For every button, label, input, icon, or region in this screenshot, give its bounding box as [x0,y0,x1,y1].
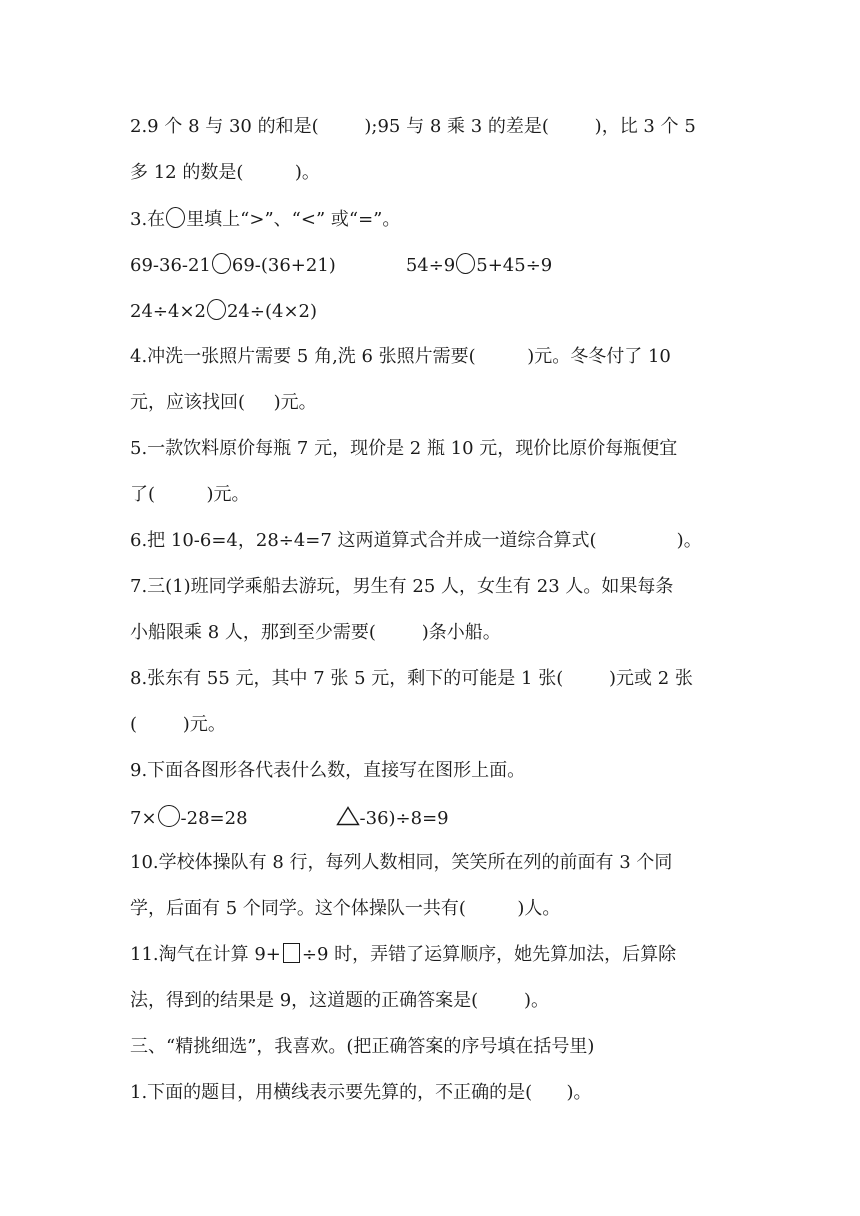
q3-expr-3-right: 24÷(4×2) [226,301,318,322]
q8-line-1: 8.张东有 55 元，其中 7 张 5 元，剩下的可能是 1 张( )元或 2 张 [130,668,693,689]
q11-prefix: 11.淘气在计算 9+ [130,944,281,965]
q4-line-2: 元，应该找回( )元。 [130,392,317,413]
q3-instruction-text: 里填上“>”、“<” 或“=”。 [186,209,401,230]
section-3-q1: 1.下面的题目，用横线表示要先算的，不正确的是( )。 [130,1082,592,1103]
circle-shape-icon [212,253,231,274]
q3-expr-3-left: 24÷4×2 [130,301,206,322]
q6-line: 6.把 10-6=4，28÷4=7 这两道算式合并成一道综合算式( )。 [130,530,702,551]
q11-line-1 [130,943,676,967]
q3-expr-1-left: 69-36-21 [130,255,211,276]
q10-line-2: 学，后面有 5 个同学。这个体操队一共有( )人。 [130,898,561,919]
q9-eq-1-prefix: 7× [130,808,157,829]
q3-instruction [130,207,400,232]
circle-shape-icon [456,253,475,274]
q3-expr-2-left: 54÷9 [405,255,456,276]
q3-expr-2-right: 5+45÷9 [476,255,553,276]
q7-line-1: 7.三(1)班同学乘船去游玩，男生有 25 人，女生有 23 人。如果每条 [130,576,674,597]
circle-shape-icon [207,299,226,320]
q9-equations [130,805,449,831]
q11-suffix: ÷9 时，弄错了运算顺序，她先算加法，后算除 [301,944,677,965]
q3-compare-row-2 [130,299,317,324]
q5-line-2: 了( )元。 [130,484,250,505]
triangle-shape-icon [336,806,360,826]
q3-expr-1-right: 69-(36+21) [231,255,336,276]
q9-eq-1-suffix: -28=28 [180,808,248,829]
q9-instruction: 9.下面各图形各代表什么数，直接写在图形上面。 [130,760,526,781]
q5-line-1: 5.一款饮料原价每瓶 7 元，现价是 2 瓶 10 元，现价比原价每瓶便宜 [130,438,678,459]
q10-line-1: 10.学校体操队有 8 行，每列人数相同，笑笑所在列的前面有 3 个同 [130,852,673,873]
square-shape-icon [283,943,300,963]
circle-shape-icon [158,805,180,827]
circle-shape-icon [166,207,185,228]
q2-line-1: 2.9 个 8 与 30 的和是( );95 与 8 乘 3 的差是( )，比 3 个 5 [130,116,696,137]
q3-compare-row-1 [130,253,552,278]
section-3-heading: 三、“精挑细选”，我喜欢。(把正确答案的序号填在括号里) [130,1036,595,1057]
q8-line-2: ( )元。 [130,714,226,735]
q4-line-1: 4.冲洗一张照片需要 5 角,洗 6 张照片需要( )元。冬冬付了 10 [130,346,671,367]
q2-line-2: 多 12 的数是( )。 [130,162,320,183]
q7-line-2: 小船限乘 8 人，那到至少需要( )条小船。 [130,622,501,643]
q3-label: 3.在 [130,209,166,230]
q9-eq-2-suffix: -36)÷8=9 [359,808,449,829]
q11-line-2: 法，得到的结果是 9，这道题的正确答案是( )。 [130,990,549,1011]
